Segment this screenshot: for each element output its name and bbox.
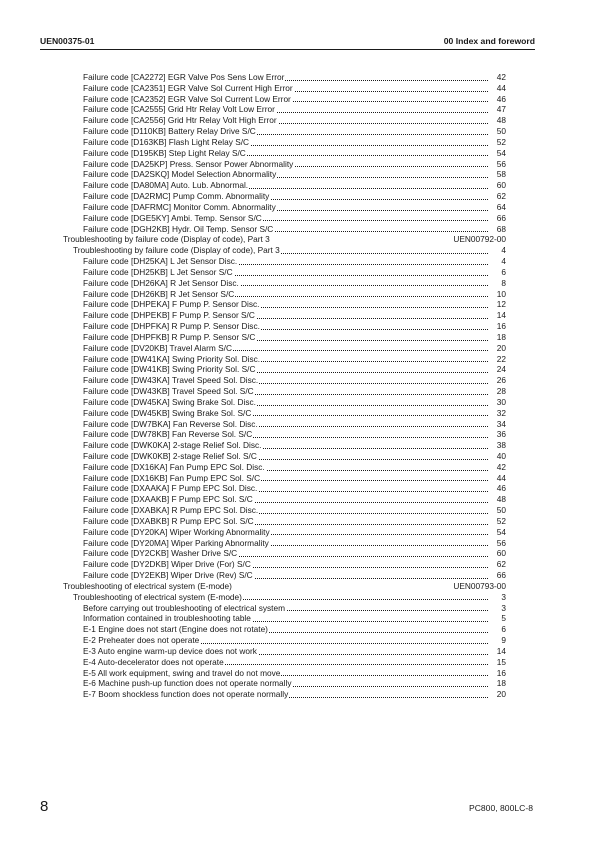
toc-page-number: 34 — [496, 418, 506, 429]
toc-entry[interactable] — [83, 180, 506, 191]
toc-entry-label: Failure code [DA2RMC] Pump Comm. Abnormality — [83, 191, 270, 202]
toc-page-number: 54 — [496, 147, 506, 158]
toc-entry[interactable] — [83, 473, 506, 484]
toc-entry[interactable] — [83, 494, 506, 505]
toc-entry[interactable] — [83, 397, 506, 408]
toc-page-number: 24 — [496, 364, 506, 375]
toc-entry-label: Troubleshooting of electrical system (E-mode) — [73, 591, 242, 602]
toc-entry[interactable] — [83, 538, 506, 549]
toc-entry-label: Failure code [DA25KP] Press. Sensor Power Abnormality — [83, 158, 294, 169]
toc-entry-label: Failure code [DW45KA] Swing Brake Sol. Disc. — [83, 396, 256, 407]
toc-page-number: 15 — [496, 656, 506, 667]
toc-entry-label: Failure code [DW43KA] Travel Speed Sol. Disc. — [83, 375, 259, 386]
toc-entry-label: E-1 Engine does not start (Engine does not rotate) — [83, 624, 268, 635]
toc-entry[interactable] — [83, 115, 506, 126]
toc-page-number: 20 — [496, 689, 506, 700]
toc-entry[interactable] — [83, 678, 506, 689]
toc-page-number: 46 — [496, 483, 506, 494]
toc-page-number: 4 — [501, 256, 506, 267]
toc-entry[interactable] — [83, 310, 506, 321]
toc-entry[interactable] — [83, 668, 506, 679]
toc-section-code: UEN00793-00 — [453, 580, 506, 591]
toc-entry[interactable] — [83, 624, 506, 635]
toc-page-number: 48 — [496, 115, 506, 126]
toc-entry[interactable] — [83, 516, 506, 527]
toc-page-number: 4 — [501, 245, 506, 256]
toc-entry[interactable] — [83, 483, 506, 494]
toc-page-number: 60 — [496, 180, 506, 191]
toc-entry[interactable] — [83, 570, 506, 581]
toc-page-number: 68 — [496, 223, 506, 234]
toc-entry-label: Failure code [DY2DKB] Wiper Drive (For) S/C — [83, 559, 251, 570]
toc-page-number: 52 — [496, 515, 506, 526]
toc-entry[interactable] — [83, 386, 506, 397]
toc-entry-label: Failure code [DV20KB] Travel Alarm S/C — [83, 342, 232, 353]
toc-entry-label: E-6 Machine push-up function does not operate normally — [83, 678, 292, 689]
toc-page-number: 16 — [496, 321, 506, 332]
toc-entry-label: Failure code [DA2SKQ] Model Selection Abnormality — [83, 169, 277, 180]
toc-page-number: 14 — [496, 310, 506, 321]
toc-page-number: 60 — [496, 548, 506, 559]
toc-page-number: 28 — [496, 386, 506, 397]
toc-entry[interactable] — [83, 159, 506, 170]
toc-entry-label: Failure code [DGE5KY] Ambi. Temp. Sensor S/C — [83, 212, 262, 223]
toc-entry-label: Failure code [DHPEKB] F Pump P. Sensor S/C — [83, 310, 255, 321]
toc-page-number: 16 — [496, 667, 506, 678]
toc-entry[interactable] — [83, 332, 506, 343]
header-divider — [40, 49, 535, 50]
toc-entry[interactable] — [83, 646, 506, 657]
toc-entry-label: Failure code [DH26KA] R Jet Sensor Disc. — [83, 277, 239, 288]
toc-entry-label: Failure code [DH26KB] R Jet Sensor S/C — [83, 288, 235, 299]
toc-page-number: 50 — [496, 505, 506, 516]
toc-entry[interactable] — [83, 689, 506, 700]
toc-entry-label: Failure code [DX16KB] Fan Pump EPC Sol. S/C — [83, 472, 261, 483]
toc-entry-label: Before carrying out troubleshooting of electrical system — [83, 602, 285, 613]
toc-entry[interactable] — [83, 603, 506, 614]
toc-page-number: 62 — [496, 559, 506, 570]
toc-entry-label: Failure code [DW78KB] Fan Reverse Sol. S/C — [83, 429, 253, 440]
toc-entry[interactable] — [83, 429, 506, 440]
toc-page-number: 66 — [496, 570, 506, 581]
toc-entry-label: Failure code [DW7BKA] Fan Reverse Sol. Disc. — [83, 418, 258, 429]
toc-entry[interactable] — [83, 635, 506, 646]
toc-entry[interactable] — [83, 419, 506, 430]
toc-section-label: Troubleshooting of electrical system (E-mode) — [63, 580, 232, 591]
toc-page-number: 47 — [496, 104, 506, 115]
toc-entry-label: Failure code [D110KB] Battery Relay Drive S/C — [83, 126, 256, 137]
toc-entry[interactable] — [83, 202, 506, 213]
toc-page-number: 3 — [501, 602, 506, 613]
toc-entry-label: Failure code [DHPFKA] R Pump P. Sensor Disc. — [83, 321, 260, 332]
toc-entry[interactable] — [83, 462, 506, 473]
toc-entry-label: Failure code [CA2272] EGR Valve Pos Sens Low Error — [83, 72, 285, 82]
toc-entry[interactable] — [83, 321, 506, 332]
toc-entry[interactable] — [83, 364, 506, 375]
model-name: PC800, 800LC-8 — [468, 803, 533, 813]
toc-page-number: 50 — [496, 126, 506, 137]
toc-entry[interactable] — [83, 104, 506, 115]
toc-entry[interactable] — [83, 559, 506, 570]
toc-entry[interactable] — [83, 527, 506, 538]
toc-entry-label: Failure code [CA2556] Grid Htr Relay Volt High Error — [83, 115, 277, 126]
toc-page-number: 40 — [496, 450, 506, 461]
toc-entry[interactable] — [83, 440, 506, 451]
toc-entry[interactable] — [83, 354, 506, 365]
page-number: 8 — [40, 798, 49, 815]
toc-entry-label: E-5 All work equipment, swing and travel do not move — [83, 667, 281, 678]
toc-page-number: 58 — [496, 169, 506, 180]
toc-page-number: 64 — [496, 201, 506, 212]
toc-entry[interactable] — [83, 548, 506, 559]
toc-section-heading[interactable] — [63, 234, 506, 245]
toc-entry[interactable] — [83, 148, 506, 159]
toc-entry[interactable] — [83, 505, 506, 516]
toc-entry-label: Failure code [DY20KA] Wiper Working Abnormality — [83, 526, 270, 537]
toc-entry-label: E-2 Preheater does not operate — [83, 635, 200, 646]
toc-entry[interactable] — [83, 224, 506, 235]
toc-entry-label: Failure code [DW45KB] Swing Brake Sol. S/C — [83, 407, 252, 418]
toc-page-number: 5 — [501, 613, 506, 624]
document-code: UEN00375-01 — [40, 36, 95, 46]
toc-entry-label: E-7 Boom shockless function does not operate normally — [83, 689, 289, 700]
toc-page-number: 22 — [496, 353, 506, 364]
toc-page-number: 18 — [496, 678, 506, 689]
toc-entry-label: Failure code [DY2EKB] Wiper Drive (Rev) S/C — [83, 570, 253, 581]
toc-entry-label: Failure code [DXABKB] R Pump EPC Sol. S/C — [83, 515, 254, 526]
toc-entry[interactable] — [73, 592, 506, 603]
toc-entry[interactable] — [83, 169, 506, 180]
toc-page-number: 20 — [496, 342, 506, 353]
toc-page-number: 44 — [496, 82, 506, 93]
toc-section-code: UEN00792-00 — [453, 234, 506, 245]
toc-entry-label: Failure code [DXAAKB] F Pump EPC Sol. S/C — [83, 494, 253, 505]
toc-entry[interactable] — [83, 191, 506, 202]
toc-entry[interactable] — [83, 613, 506, 624]
page-header — [40, 36, 535, 50]
toc-entry[interactable] — [83, 267, 506, 278]
toc-page-number: 12 — [496, 299, 506, 310]
toc-page-number: 36 — [496, 429, 506, 440]
toc-page-number: 18 — [496, 331, 506, 342]
toc-page-number: 8 — [501, 277, 506, 288]
toc-entry-label: E-4 Auto-decelerator does not operate — [83, 656, 224, 667]
toc-entry[interactable] — [83, 451, 506, 462]
toc-entry-label: Failure code [DY2CKB] Washer Drive S/C — [83, 548, 238, 559]
section-title: 00 Index and foreword — [443, 36, 535, 46]
table-of-contents — [0, 72, 595, 700]
toc-entry[interactable] — [83, 343, 506, 354]
toc-entry-label: Failure code [DHPFKB] R Pump P. Sensor S/C — [83, 331, 256, 342]
toc-entry[interactable] — [83, 289, 506, 300]
toc-entry-label: Troubleshooting by failure code (Display of code), Part 3 — [73, 245, 280, 256]
toc-page-number: 6 — [501, 266, 506, 277]
toc-entry-label: Failure code [DW41KA] Swing Priority Sol. Disc. — [83, 353, 261, 364]
toc-entry-label: Failure code [DXABKA] R Pump EPC Sol. Disc. — [83, 505, 259, 516]
toc-page-number: 26 — [496, 375, 506, 386]
toc-page-number: 44 — [496, 472, 506, 483]
toc-page-number: 62 — [496, 191, 506, 202]
toc-entry-label: Failure code [CA2555] Grid Htr Relay Volt Low Error — [83, 104, 275, 115]
toc-entry-label: Failure code [DW43KB] Travel Speed Sol. S/C — [83, 386, 254, 397]
toc-entry-label: Failure code [DX16KA] Fan Pump EPC Sol. Disc. — [83, 461, 265, 472]
toc-page-number: 30 — [496, 396, 506, 407]
toc-entry[interactable] — [83, 299, 506, 310]
toc-page-number: 9 — [501, 635, 506, 646]
toc-page-number: 10 — [496, 288, 506, 299]
toc-page-number: 6 — [501, 624, 506, 635]
toc-section-label: Troubleshooting by failure code (Display of code), Part 3 — [63, 234, 270, 245]
toc-entry-label: Failure code [DW41KB] Swing Priority Sol. S/C — [83, 364, 256, 375]
toc-page-number: 56 — [496, 537, 506, 548]
toc-page-number: 42 — [496, 461, 506, 472]
toc-entry-label: Failure code [D195KB] Step Light Relay S/C — [83, 147, 246, 158]
toc-entry[interactable] — [83, 126, 506, 137]
toc-entry[interactable] — [83, 375, 506, 386]
toc-entry-label: Failure code [D163KB] Flash Light Relay S/C — [83, 136, 250, 147]
toc-page-number: 54 — [496, 526, 506, 537]
toc-entry-label: Failure code [DH25KA] L Jet Sensor Disc. — [83, 256, 238, 267]
toc-page-number: 14 — [496, 645, 506, 656]
toc-page-number: 56 — [496, 158, 506, 169]
toc-entry[interactable] — [73, 245, 506, 256]
toc-entry[interactable] — [83, 83, 506, 94]
toc-entry-label: Failure code [DA80MA] Auto. Lub. Abnormal. — [83, 180, 249, 191]
toc-entry[interactable] — [83, 256, 506, 267]
toc-page-number: 52 — [496, 136, 506, 147]
toc-page-number: 38 — [496, 440, 506, 451]
toc-entry-label: Failure code [DWK0KB] 2-stage Relief Sol. S/C — [83, 450, 257, 461]
toc-entry-label: Failure code [CA2352] EGR Valve Sol Current Low Error — [83, 93, 291, 104]
toc-entry-label: Information contained in troubleshooting table — [83, 613, 251, 624]
toc-page-number: 42 — [496, 72, 506, 82]
toc-entry-label: Failure code [DWK0KA] 2-stage Relief Sol. Disc. — [83, 440, 262, 451]
toc-entry-label: Failure code [DH25KB] L Jet Sensor S/C — [83, 266, 233, 277]
toc-entry[interactable] — [83, 213, 506, 224]
toc-page-number: 3 — [501, 591, 506, 602]
toc-entry[interactable] — [83, 94, 506, 105]
toc-page-number: 66 — [496, 212, 506, 223]
toc-page-number: 32 — [496, 407, 506, 418]
toc-entry[interactable] — [83, 278, 506, 289]
toc-entry[interactable] — [83, 408, 506, 419]
toc-page-number: 48 — [496, 494, 506, 505]
toc-section-heading[interactable] — [63, 581, 506, 592]
toc-entry-label: Failure code [DY20MA] Wiper Parking Abnormality — [83, 537, 269, 548]
toc-entry[interactable] — [83, 657, 506, 668]
toc-entry[interactable] — [83, 137, 506, 148]
toc-page-number: 46 — [496, 93, 506, 104]
toc-entry-label: Failure code [DGH2KB] Hydr. Oil Temp. Sensor S/C — [83, 223, 274, 234]
toc-entry-label: Failure code [DAFRMC] Monitor Comm. Abnormality — [83, 201, 276, 212]
toc-entry-label: E-3 Auto engine warm-up device does not work — [83, 645, 257, 656]
toc-entry-label: Failure code [CA2351] EGR Valve Sol Current High Error — [83, 82, 293, 93]
toc-entry-label: Failure code [DHPEKA] F Pump P. Sensor Disc. — [83, 299, 260, 310]
toc-entry-label: Failure code [DXAAKA] F Pump EPC Sol. Disc. — [83, 483, 258, 494]
toc-entry[interactable] — [83, 72, 506, 83]
